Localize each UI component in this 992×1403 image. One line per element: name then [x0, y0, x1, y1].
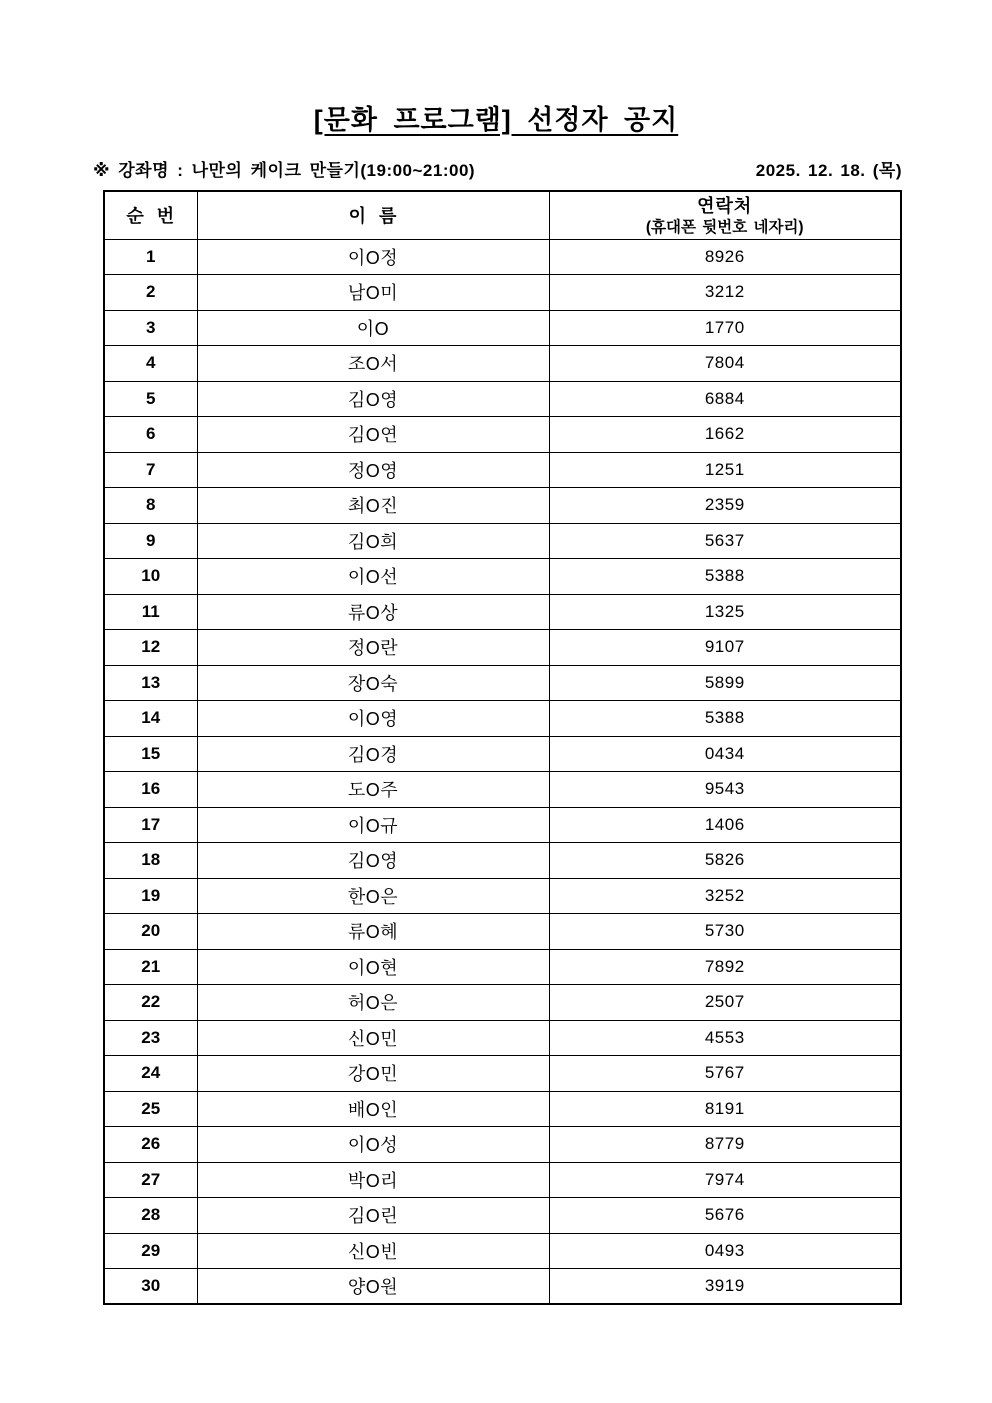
table-row	[104, 275, 901, 311]
cell-name: 김O영	[197, 843, 549, 879]
cell-contact: 3212	[549, 275, 901, 311]
cell-contact: 2359	[549, 488, 901, 524]
cell-name: 신O빈	[197, 1233, 549, 1269]
cell-contact: 5767	[549, 1056, 901, 1092]
participant-table	[103, 190, 902, 1305]
cell-contact: 5899	[549, 665, 901, 701]
table-row	[104, 1198, 901, 1234]
cell-contact: 7974	[549, 1162, 901, 1198]
cell-name: 박O리	[197, 1162, 549, 1198]
cell-contact: 8779	[549, 1127, 901, 1163]
cell-no: 23	[104, 1020, 197, 1056]
cell-contact: 3252	[549, 878, 901, 914]
table-row	[104, 1056, 901, 1092]
cell-contact: 1251	[549, 452, 901, 488]
cell-no: 7	[104, 452, 197, 488]
cell-name: 도O주	[197, 772, 549, 808]
cell-contact: 3919	[549, 1269, 901, 1305]
cell-name: 류O혜	[197, 914, 549, 950]
cell-no: 26	[104, 1127, 197, 1163]
cell-contact: 8926	[549, 239, 901, 275]
table-row	[104, 949, 901, 985]
cell-contact: 1325	[549, 594, 901, 630]
cell-name: 이O정	[197, 239, 549, 275]
cell-no: 29	[104, 1233, 197, 1269]
table-row	[104, 594, 901, 630]
cell-no: 16	[104, 772, 197, 808]
cell-name: 양O원	[197, 1269, 549, 1305]
cell-no: 17	[104, 807, 197, 843]
cell-contact: 5676	[549, 1198, 901, 1234]
cell-no: 18	[104, 843, 197, 879]
cell-no: 28	[104, 1198, 197, 1234]
cell-name: 김O희	[197, 523, 549, 559]
cell-contact: 5388	[549, 559, 901, 595]
table-row	[104, 736, 901, 772]
participant-table-body	[104, 239, 901, 1304]
cell-contact: 5826	[549, 843, 901, 879]
cell-no: 11	[104, 594, 197, 630]
cell-name: 김O연	[197, 417, 549, 453]
cell-name: 이O	[197, 310, 549, 346]
cell-no: 13	[104, 665, 197, 701]
table-row	[104, 1269, 901, 1305]
cell-no: 25	[104, 1091, 197, 1127]
page-title	[0, 0, 992, 139]
cell-contact: 5730	[549, 914, 901, 950]
table-row	[104, 665, 901, 701]
meta-row	[93, 156, 902, 181]
document-date: 2025. 12. 18. (목)	[755, 161, 902, 180]
cell-name: 정O영	[197, 452, 549, 488]
cell-name: 이O성	[197, 1127, 549, 1163]
cell-contact: 9543	[549, 772, 901, 808]
cell-no: 24	[104, 1056, 197, 1092]
cell-name: 신O민	[197, 1020, 549, 1056]
cell-name: 이O선	[197, 559, 549, 595]
table-row	[104, 1162, 901, 1198]
cell-no: 2	[104, 275, 197, 311]
cell-name: 강O민	[197, 1056, 549, 1092]
cell-name: 김O영	[197, 381, 549, 417]
cell-name: 허O은	[197, 985, 549, 1021]
table-row	[104, 807, 901, 843]
cell-contact: 1770	[549, 310, 901, 346]
cell-name: 한O은	[197, 878, 549, 914]
cell-name: 남O미	[197, 275, 549, 311]
cell-no: 8	[104, 488, 197, 524]
cell-contact: 4553	[549, 1020, 901, 1056]
cell-no: 22	[104, 985, 197, 1021]
cell-no: 5	[104, 381, 197, 417]
table-row	[104, 701, 901, 737]
table-row	[104, 559, 901, 595]
table-row	[104, 914, 901, 950]
table-row	[104, 1127, 901, 1163]
participant-table-head	[104, 191, 901, 239]
cell-contact: 6884	[549, 381, 901, 417]
cell-no: 20	[104, 914, 197, 950]
course-name-label: ※ 강좌명 : 나만의 케이크 만들기(19:00~21:00)	[93, 161, 476, 180]
cell-name: 이O현	[197, 949, 549, 985]
cell-no: 14	[104, 701, 197, 737]
cell-no: 21	[104, 949, 197, 985]
cell-no: 27	[104, 1162, 197, 1198]
cell-contact: 5637	[549, 523, 901, 559]
cell-contact: 9107	[549, 630, 901, 666]
cell-no: 4	[104, 346, 197, 382]
cell-no: 3	[104, 310, 197, 346]
header-contact-line2: (휴대폰 뒷번호 네자리)	[645, 218, 804, 236]
cell-name: 김O경	[197, 736, 549, 772]
cell-contact: 0493	[549, 1233, 901, 1269]
cell-no: 10	[104, 559, 197, 595]
cell-contact: 7892	[549, 949, 901, 985]
cell-name: 배O인	[197, 1091, 549, 1127]
table-row	[104, 523, 901, 559]
cell-contact: 8191	[549, 1091, 901, 1127]
cell-no: 19	[104, 878, 197, 914]
header-name: 이 름	[197, 191, 549, 239]
cell-no: 6	[104, 417, 197, 453]
cell-contact: 2507	[549, 985, 901, 1021]
cell-contact: 5388	[549, 701, 901, 737]
cell-contact: 7804	[549, 346, 901, 382]
cell-contact: 0434	[549, 736, 901, 772]
table-row	[104, 1233, 901, 1269]
cell-no: 1	[104, 239, 197, 275]
cell-no: 9	[104, 523, 197, 559]
table-row	[104, 772, 901, 808]
cell-no: 30	[104, 1269, 197, 1305]
page-title-text: [문화 프로그램] 선정자 공지	[313, 105, 679, 135]
cell-name: 정O란	[197, 630, 549, 666]
cell-contact: 1406	[549, 807, 901, 843]
cell-no: 15	[104, 736, 197, 772]
header-contact-line1: 연락처	[697, 195, 753, 216]
cell-name: 최O진	[197, 488, 549, 524]
table-row	[104, 346, 901, 382]
table-row	[104, 239, 901, 275]
table-row	[104, 488, 901, 524]
cell-name: 류O상	[197, 594, 549, 630]
cell-no: 12	[104, 630, 197, 666]
header-no: 순 번	[104, 191, 197, 239]
table-row	[104, 381, 901, 417]
table-row	[104, 985, 901, 1021]
cell-name: 조O서	[197, 346, 549, 382]
cell-name: 김O린	[197, 1198, 549, 1234]
table-row	[104, 630, 901, 666]
table-row	[104, 1091, 901, 1127]
table-row	[104, 310, 901, 346]
table-row	[104, 452, 901, 488]
cell-contact: 1662	[549, 417, 901, 453]
header-contact	[549, 191, 901, 239]
header-row	[104, 191, 901, 239]
table-row	[104, 843, 901, 879]
table-row	[104, 878, 901, 914]
cell-name: 이O규	[197, 807, 549, 843]
table-row	[104, 417, 901, 453]
table-row	[104, 1020, 901, 1056]
cell-name: 장O숙	[197, 665, 549, 701]
cell-name: 이O영	[197, 701, 549, 737]
